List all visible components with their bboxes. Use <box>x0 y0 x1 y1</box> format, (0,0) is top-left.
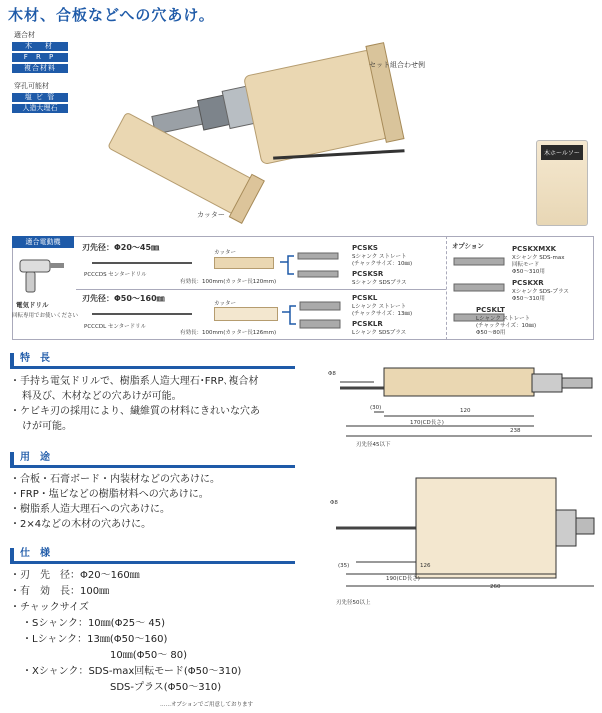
row2-shank-1-desc: Lシャンク ストレート <box>352 304 407 310</box>
material-marble: 人造大理石 <box>12 104 68 113</box>
feature-line: 料及び、木材などの穴あけが可能。 <box>22 391 182 402</box>
diagram2-dim-35: (35) <box>338 563 350 569</box>
row1-diameter: 刃先径：Φ20～45㎜ <box>82 243 160 252</box>
diagram2-dim-260: 260 <box>490 584 501 590</box>
option-divider <box>446 236 447 340</box>
spec-line: ・Xシャンク：SDS-max回転モード(Φ50～310) <box>22 666 242 677</box>
row1-shank-arrows <box>278 248 350 286</box>
option-1-code: PCSKXMXK <box>512 245 557 253</box>
spec-line: ・有 効 長：100㎜ <box>10 586 110 597</box>
feature-line: ・ケビキ刃の採用により、繊維質の材料にきれいな穴あ <box>10 406 260 417</box>
spec-line: ・刃 先 径：Φ20～160㎜ <box>10 570 140 581</box>
option-1-range: Φ50～310用 <box>512 269 545 275</box>
row2-length: 有効長：100mm(カッター長126mm) <box>180 330 277 336</box>
use-item: ・樹脂系人造大理石への穴あけに。 <box>10 504 170 515</box>
suitable-heading: 適合材 <box>14 31 35 39</box>
use-item: ・2×4などの木材の穴あけに。 <box>10 519 152 530</box>
option-3-desc: Lシャンク ストレート <box>476 316 531 322</box>
spec-line: ・チャックサイズ <box>10 602 89 613</box>
specs-heading: 仕 様 <box>10 548 295 564</box>
row2-shank-2-code: PCSKLR <box>352 320 383 328</box>
drill-heading: 適合電動機 <box>12 236 74 248</box>
row1-length: 有効長：100mm(カッター長120mm) <box>180 279 277 285</box>
drill-label: 電気ドリル <box>16 301 49 309</box>
row1-cutter <box>214 257 274 269</box>
diagram2-phi: Φ8 <box>330 500 338 506</box>
feature-line: けが可能。 <box>22 421 72 432</box>
spec-line: SDS-プラス(Φ50～310) <box>110 682 222 693</box>
diagram2-dim-190: 190(CD長さ) <box>386 576 420 582</box>
row2-shank-1-code: PCSKL <box>352 294 378 302</box>
spec-line: ・Sシャンク：10㎜(Φ25～ 45) <box>22 618 165 629</box>
row2-shank-arrows <box>280 298 350 336</box>
row2-shank-1-sub: (チャックサイズ：13㎜) <box>352 311 413 317</box>
diagram2-caption: 刃先径50以上 <box>336 600 371 606</box>
uses-list <box>10 472 300 532</box>
option-2-desc: Xシャンク SDS-プラス <box>512 289 569 295</box>
specs-footnote: ……オプションでご用意しております <box>160 702 254 708</box>
row1-shank-1-sub: (チャックサイズ：10㎜) <box>352 261 413 267</box>
option-1-sub: 回転モード <box>512 262 540 268</box>
diagram2-dim-126: 126 <box>420 563 431 569</box>
row2-cutter-label: カッター <box>214 301 236 307</box>
material-composite: 複合材料 <box>12 64 68 73</box>
row2-diameter: 刃先径：Φ50～160㎜ <box>82 294 165 303</box>
use-item: ・FRP・塩ビなどの樹脂材料への穴あけに。 <box>10 489 209 500</box>
option-1-desc: Xシャンク SDS-max <box>512 255 565 261</box>
option-3-sub: (チャックサイズ：10㎜) <box>476 323 537 329</box>
row2-shank-2-desc: Lシャンク SDSプラス <box>352 330 407 336</box>
row1-drill-bit <box>92 262 192 264</box>
diagram1-phi: Φ8 <box>328 371 336 377</box>
product-package <box>536 140 588 226</box>
option-heading: オプション <box>452 242 484 250</box>
option-3-code: PCSKLT <box>476 306 505 314</box>
diagram1-dim-120: 120 <box>460 408 471 414</box>
material-frp: F R P <box>12 53 68 62</box>
dimension-diagram-large <box>326 470 596 600</box>
features-heading: 特 長 <box>10 353 295 369</box>
diagram1-caption: 刃先径45以下 <box>356 442 391 448</box>
specs-list <box>10 568 310 696</box>
spec-line: ・Lシャンク：13㎜(Φ50～160) <box>22 634 168 645</box>
option-2-code: PCSKXR <box>512 279 544 287</box>
row1-shank-2-code: PCSKSR <box>352 270 384 278</box>
row1-center-drill: PCCCDS センタードリル <box>84 272 147 278</box>
material-wood: 木 材 <box>12 42 68 51</box>
use-item: ・合板・石膏ボード・内装材などの穴あけに。 <box>10 474 220 485</box>
material-pvc: 塩 ビ 管 <box>12 93 68 102</box>
row1-shank-2-desc: Sシャンク SDSプラス <box>352 280 407 286</box>
row2-drill-bit <box>92 313 192 315</box>
feature-line: ・手持ち電気ドリルで、樹脂系人造大理石･FRP､複合材 <box>10 376 259 387</box>
diagram1-dim-238: 238 <box>510 428 521 434</box>
row1-shank-1-desc: Sシャンク ストレート <box>352 254 407 260</box>
spec-line: 10㎜(Φ50～ 80) <box>110 650 188 661</box>
cutter-label: カッター <box>197 211 225 219</box>
drillable-heading: 穿孔可能材 <box>14 82 49 90</box>
drill-note: 回転専用でお使いください <box>12 313 79 319</box>
option-3-range: Φ50～80用 <box>476 330 506 336</box>
table-row-divider <box>76 289 446 290</box>
row2-cutter <box>214 307 278 321</box>
diagram1-dim-170: 170(CD長さ) <box>410 420 444 426</box>
package-label: 木ホールソー <box>541 145 583 160</box>
row1-cutter-label: カッター <box>214 250 236 256</box>
row2-center-drill: PCCCDL センタードリル <box>84 324 147 330</box>
set-example-label: セット組合わせ例 <box>369 61 425 69</box>
option-2-range: Φ50～310用 <box>512 296 545 302</box>
page-title: 木材、合板などへの穴あけ。 <box>8 6 215 24</box>
features-list <box>10 374 300 434</box>
uses-heading: 用 途 <box>10 452 295 468</box>
product-photo <box>100 28 430 228</box>
dimension-diagram-small <box>326 360 596 450</box>
row1-shank-1-code: PCSKS <box>352 244 378 252</box>
diagram1-dim-30: (30) <box>370 405 382 411</box>
drill-icon <box>16 254 70 296</box>
